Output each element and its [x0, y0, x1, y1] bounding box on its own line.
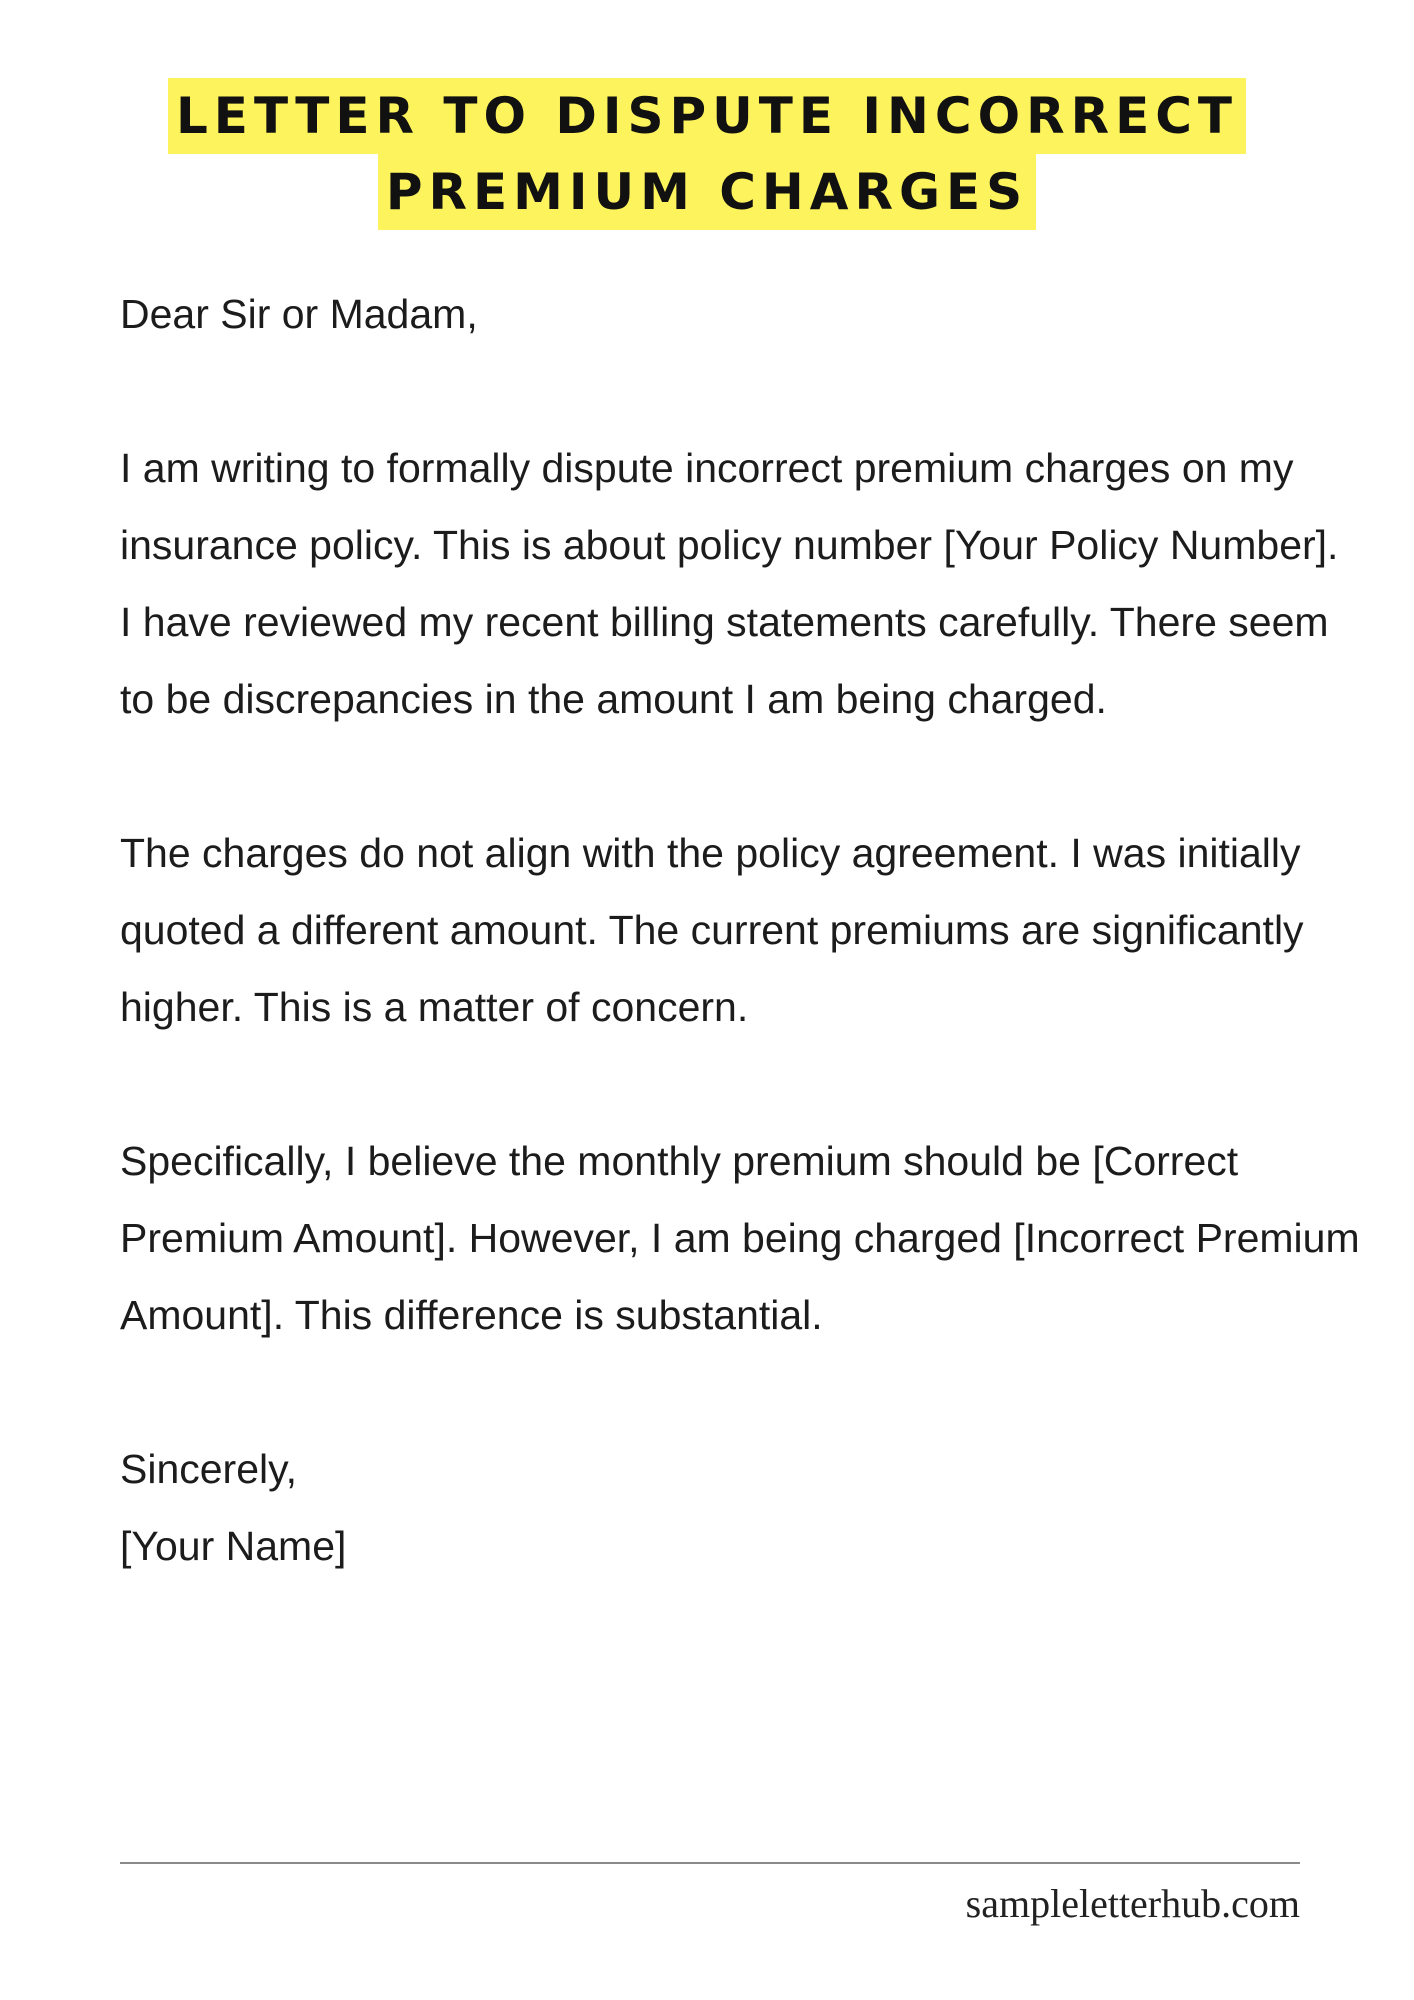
title-line-2: PREMIUM CHARGES: [378, 154, 1036, 230]
footer-divider: [120, 1862, 1300, 1864]
footer-website: sampleletterhub.com: [965, 1881, 1300, 1926]
paragraph-1: I am writing to formally dispute incorrect premium charges on my insurance policy. This is about policy number [Your Policy Number]. I have reviewed my recent billing statements carefully. There seem to be discrepancies in the amount I am being charged.: [120, 445, 1339, 722]
paragraph-3: Specifically, I believe the monthly premium should be [Correct Premium Amount]. However, I am being charged [Incorrect Premium Amount]. This difference is substantial.: [120, 1138, 1360, 1338]
salutation: Dear Sir or Madam,: [120, 291, 478, 337]
signature-placeholder: [Your Name]: [120, 1523, 347, 1569]
letter-body: [120, 276, 1360, 1585]
closing-block: [120, 1431, 1360, 1585]
letter-title: [0, 78, 1414, 230]
title-line-1: LETTER TO DISPUTE INCORRECT: [168, 78, 1246, 154]
paragraph-2: The charges do not align with the policy agreement. I was initially quoted a different amount. The current premiums are significantly higher. This is a matter of concern.: [120, 830, 1304, 1030]
closing: Sincerely,: [120, 1446, 297, 1492]
